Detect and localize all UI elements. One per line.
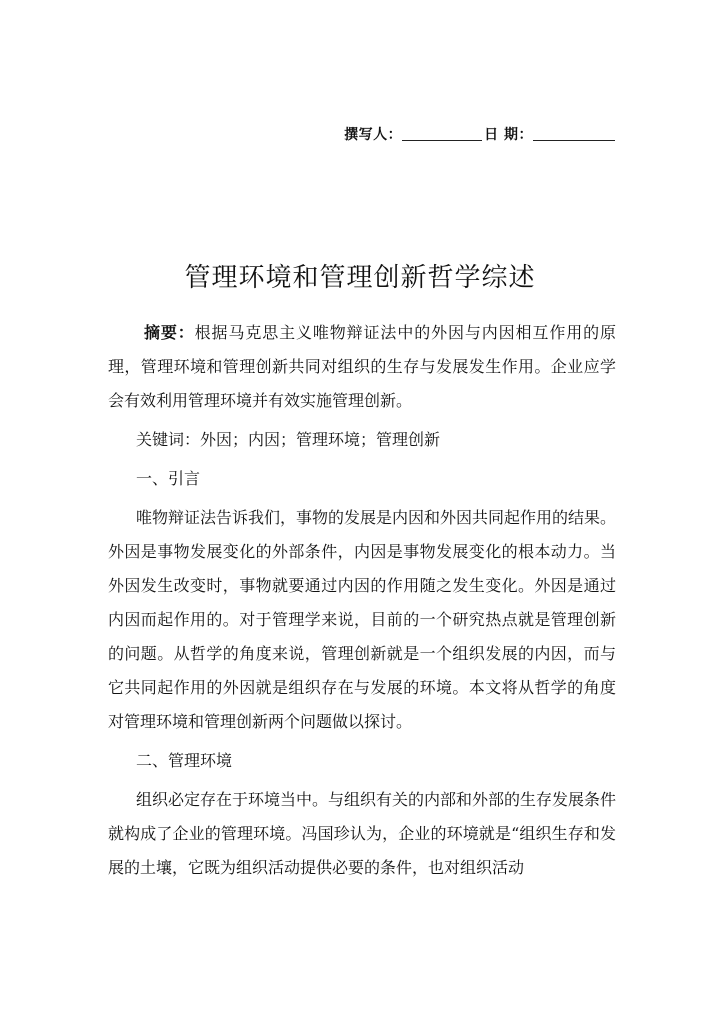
document-body (108, 316, 616, 885)
section-paragraph-intro: 唯物辩证法告诉我们，事物的发展是内因和外因共同起作用的结果。外因是事物发展变化的外部条件，内因是事物发展变化的根本动力。当外因发生改变时，事物就要通过内因的作用随之发生变化。外因是通过内因而起作用的。对于管理学来说，目前的一个研究热点就是管理创新的问题。从哲学的角度来说，管理创新就是一个组织发展的内因，而与它共同起作用的外因就是组织存在与发展的环境。本文将从哲学的角度对管理环境和管理创新两个问题做以探讨。 (108, 508, 617, 731)
abstract-paragraph (108, 316, 616, 418)
section-paragraph-environment: 组织必定存在于环境当中。与组织有关的内部和外部的生存发展条件就构成了企业的管理环境。冯国珍认为，企业的环境就是“组织生存和发展的土壤，它既为组织活动提供必要的条件，也对组织活动 (108, 790, 617, 877)
date-blank (533, 126, 615, 141)
author-label: 撰写人： (344, 127, 403, 143)
abstract-text: 根据马克思主义唯物辩证法中的外因与内因相互作用的原理，管理环境和管理创新共同对组织的生存与发展发生作用。企业应学会有效利用管理环境并有效实施管理创新。 (108, 323, 616, 410)
keywords-line: 关键词：外因；内因；管理环境；管理创新 (136, 430, 441, 449)
section-heading-environment: 二、管理环境 (136, 751, 233, 770)
author-blank (402, 126, 482, 141)
document-title: 管理环境和管理创新哲学综述 (184, 263, 536, 293)
abstract-label: 摘要： (144, 323, 195, 342)
section-heading-intro: 一、引言 (136, 469, 201, 488)
date-label: 日 期： (484, 127, 533, 143)
author-date-line (300, 124, 615, 144)
